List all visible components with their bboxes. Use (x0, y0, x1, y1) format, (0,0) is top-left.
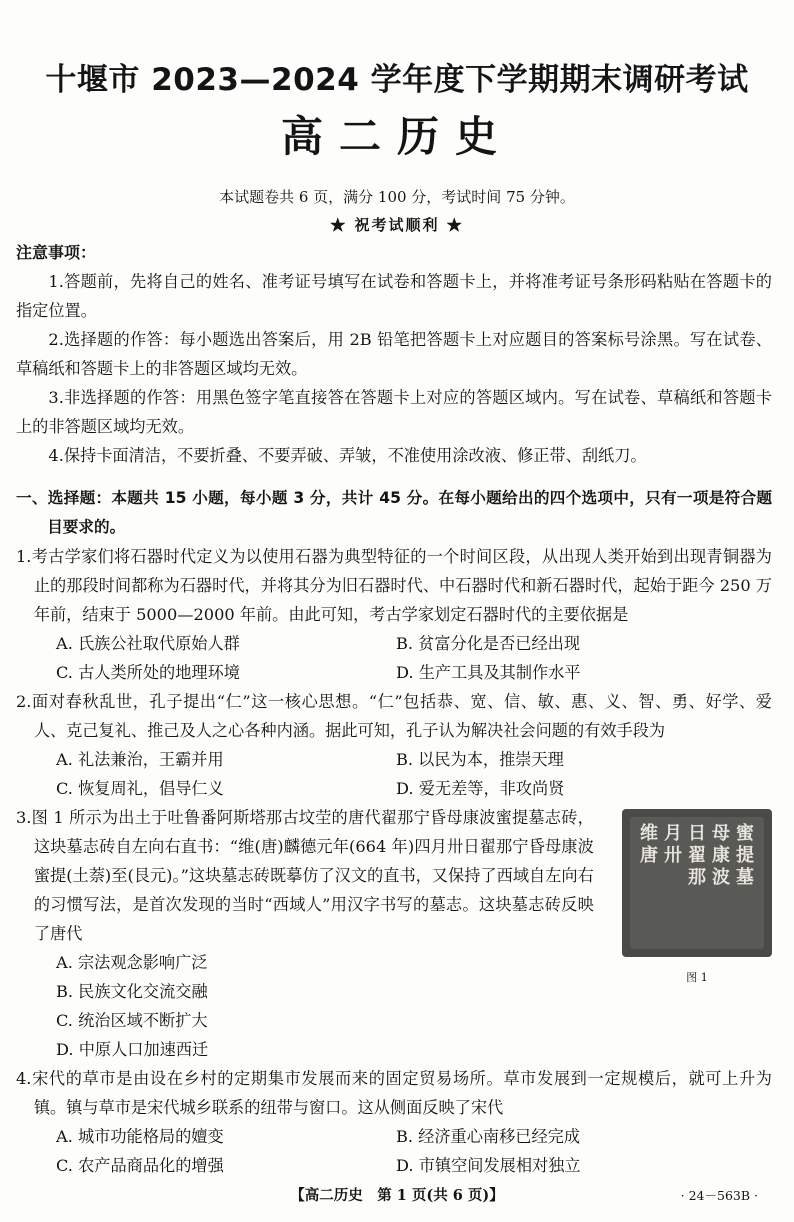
question-2-options (16, 745, 772, 803)
question-4-options (16, 1122, 772, 1180)
question-1-stem: 1.考古学家们将石器时代定义为以使用石器为典型特征的一个时间区段，从出现人类开始到出现青铜器为止的那段时间都称为石器时代，并将其分为旧石器时代、中石器时代和新石器时代，起始于距今 250 万年前，结束于 5000—2000 年前。由此可知，考古学家划定石器时代的主要依据是 (16, 547, 772, 624)
brick-inscription-column: 蜜 提 墓 (736, 823, 754, 888)
brick-inscription-column: 月 卅 (664, 823, 682, 866)
option-c: C. 古人类所处的地理环境 (56, 663, 240, 682)
option-b: B. 民族文化交流交融 (56, 982, 208, 1001)
option-c: C. 统治区域不断扩大 (56, 1011, 208, 1030)
option-b: B. 经济重心南移已经完成 (396, 1127, 581, 1146)
option-a: A. 礼法兼治，王霸并用 (56, 750, 224, 769)
question-2-stem: 2.面对春秋乱世，孔子提出“仁”这一核心思想。“仁”包括恭、宽、信、敏、惠、义、智、勇、好学、爱人、克己复礼、推己及人之心各种内涵。据此可知，孔子认为解决社会问题的有效手段为 (16, 692, 772, 740)
option-d: D. 爱无差等，非攻尚贤 (396, 779, 565, 798)
question-3-stem: 3.图 1 所示为出土于吐鲁番阿斯塔那古坟茔的唐代翟那宁昏母康波蜜提墓志砖，这块墓志砖自左向右直书：“维(唐)麟德元年(664 年)四月卅日翟那宁昏母康波蜜提(土萘)至(艮元)。”这块墓志砖既摹仿了汉文的直书，又保持了西域自左向右的习惯写法，是首次发现的当时“西域人”用汉字书写的墓志。这块墓志砖反映了唐代 (16, 808, 594, 943)
brick-inscription-column: 母 康 波 (712, 823, 730, 888)
option-b: B. 以民为本，推崇天理 (396, 750, 564, 769)
brick-inscription-column: 维 唐 (640, 823, 658, 866)
subject-title: 高二历史 (280, 112, 513, 161)
option-b: B. 贫富分化是否已经出现 (396, 634, 581, 653)
option-a: A. 城市功能格局的嬗变 (56, 1127, 224, 1146)
notice-item: 1.答题前，先将自己的姓名、准考证号填写在试卷和答题卡上，并将准考证号条形码粘贴在答题卡的指定位置。 (16, 272, 772, 320)
exam-title: 十堰市 2023—2024 学年度下学期期末调研考试 (45, 62, 749, 98)
question-1-options (16, 629, 772, 687)
section-heading: 一、选择题：本题共 15 小题，每小题 3 分，共计 45 分。在每小题给出的四个选项中，只有一项是符合题目要求的。 (16, 489, 772, 536)
option-a: A. 宗法观念影响广泛 (56, 953, 208, 972)
notice-item: 3.非选择题的作答：用黑色签字笔直接答在答题卡上对应的答题区域内。写在试卷、草稿纸和答题卡上的非答题区域均无效。 (16, 388, 772, 436)
option-c: C. 农产品商品化的增强 (56, 1156, 224, 1175)
notice-heading: 注意事项： (16, 243, 97, 262)
epitaph-brick-image (622, 809, 772, 957)
notice-item: 2.选择题的作答：每小题选出答案后，用 2B 铅笔把答题卡上对应题目的答案标号涂黑。写在试卷、草稿纸和答题卡上的非答题区域均无效。 (16, 330, 772, 378)
option-a: A. 氏族公社取代原始人群 (56, 634, 240, 653)
figure-1 (622, 809, 772, 992)
option-d: D. 生产工具及其制作水平 (396, 663, 581, 682)
question-4-stem: 4.宋代的草市是由设在乡村的定期集市发展而来的固定贸易场所。草市发展到一定规模后，就可上升为镇。镇与草市是宋代城乡联系的纽带与窗口。这从侧面反映了宋代 (16, 1069, 772, 1117)
option-d: D. 市镇空间发展相对独立 (396, 1156, 581, 1175)
figure-caption: 图 1 (686, 971, 708, 984)
page-footer: 【高二历史 第 1 页(共 6 页)】 (290, 1187, 504, 1204)
question-3 (16, 803, 772, 1064)
notice-item: 4.保持卡面清洁，不要折叠、不要弄破、弄皱，不准使用涂改液、修正带、刮纸刀。 (48, 446, 647, 465)
option-c: C. 恢复周礼，倡导仁义 (56, 779, 224, 798)
option-d: D. 中原人口加速西迁 (56, 1040, 209, 1059)
exam-meta: 本试题卷共 6 页，满分 100 分，考试时间 75 分钟。 (219, 188, 575, 206)
paper-code: · 24－563B · (680, 1188, 758, 1203)
exam-body (16, 238, 772, 1180)
good-luck-line: ★ 祝考试顺利 ★ (330, 216, 464, 234)
brick-inscription-column: 日 翟 那 (688, 823, 706, 888)
